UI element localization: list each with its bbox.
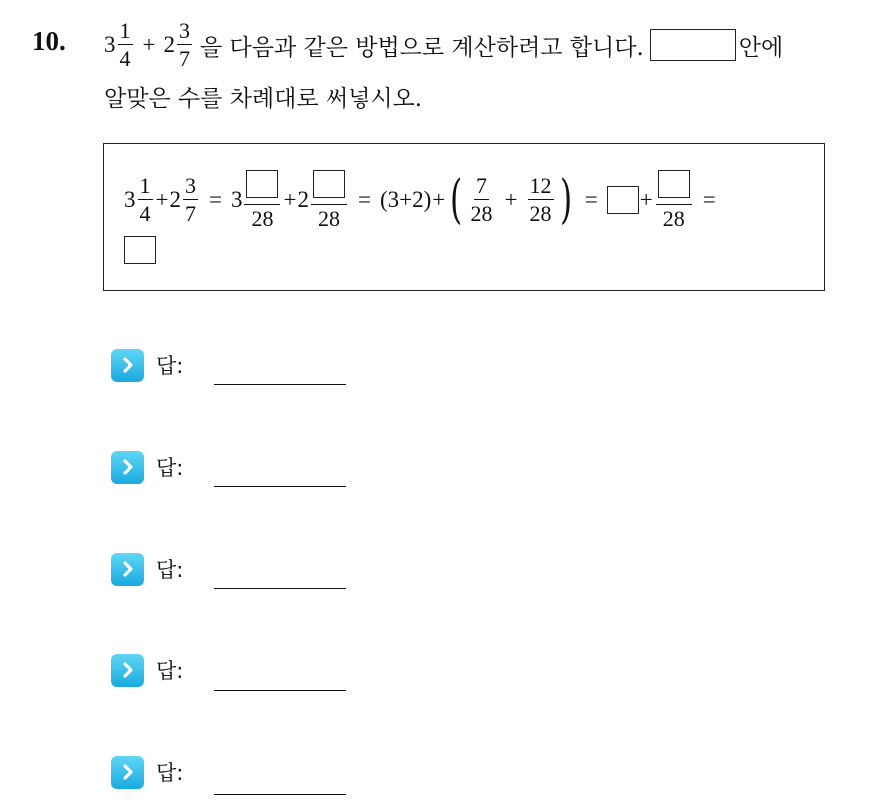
- answer-box[interactable]: [658, 170, 690, 198]
- chevron-right-icon: [111, 349, 144, 382]
- denominator: 4: [119, 46, 131, 71]
- whole: 3: [230, 187, 243, 212]
- denominator: 28: [529, 201, 552, 226]
- answer-row: [111, 652, 183, 688]
- plus-operator: +: [504, 187, 518, 212]
- fraction-blank: [311, 170, 347, 230]
- answer-box[interactable]: [124, 236, 156, 264]
- answer-label: 답:: [156, 456, 184, 480]
- plus-operator: +: [432, 187, 446, 212]
- numerator: 7: [476, 173, 488, 198]
- blank-box: [650, 29, 736, 61]
- question-number: 10.: [32, 26, 66, 56]
- chevron-right-icon: [111, 654, 144, 687]
- numerator: 3: [178, 18, 190, 43]
- whole: 2: [297, 187, 309, 212]
- answer-row: [111, 449, 183, 485]
- answer-label: 답:: [156, 354, 184, 378]
- numerator-blank: [311, 170, 347, 205]
- question-text: 을 다음과 같은 방법으로 계산하려고 합니다.: [199, 34, 644, 61]
- group-sum: (3+2): [379, 187, 432, 212]
- answer-label: 답:: [156, 558, 184, 582]
- equation-line: [124, 170, 725, 230]
- answer-line[interactable]: [214, 794, 346, 795]
- numerator-blank: [244, 170, 280, 205]
- numerator-blank: [656, 170, 692, 205]
- denominator: 28: [662, 206, 685, 231]
- left-paren: (: [450, 170, 463, 230]
- fraction: [177, 20, 192, 70]
- plus-operator: +: [142, 32, 156, 57]
- answer-box[interactable]: [246, 170, 278, 198]
- denominator: 4: [139, 201, 151, 226]
- numerator: 12: [529, 173, 552, 198]
- fraction-blank: [244, 170, 280, 230]
- equals-sign: =: [357, 187, 371, 212]
- mixed-number-1: [104, 20, 135, 70]
- equation-box: [103, 143, 825, 291]
- answer-box[interactable]: [313, 170, 345, 198]
- question-line-2: 알맞은 수를 차례대로 써넣시오.: [104, 86, 423, 112]
- whole: 3: [104, 32, 116, 57]
- chevron-right-icon: [111, 451, 144, 484]
- answer-row: [111, 551, 183, 587]
- answer-row: [111, 754, 183, 790]
- numerator: 1: [119, 18, 131, 43]
- answer-row: [111, 347, 183, 383]
- fraction: [528, 175, 554, 225]
- fraction: [183, 175, 198, 225]
- answer-line[interactable]: [214, 384, 346, 385]
- denominator: 28: [317, 206, 340, 231]
- plus-operator: +: [639, 187, 653, 212]
- plus-operator: +: [283, 187, 297, 212]
- answer-line[interactable]: [214, 690, 346, 691]
- chevron-right-icon: [111, 756, 144, 789]
- fraction: [138, 175, 153, 225]
- fraction: [118, 20, 133, 70]
- question-text-tail: 안에: [738, 34, 784, 61]
- answer-line[interactable]: [214, 588, 346, 589]
- numerator: 3: [184, 173, 196, 198]
- whole: 2: [163, 32, 175, 57]
- equals-sign: =: [208, 187, 222, 212]
- answer-label: 답:: [156, 659, 184, 683]
- right-paren: ): [559, 170, 572, 230]
- question-line-1: [104, 14, 783, 76]
- whole: 2: [169, 187, 181, 212]
- answer-box[interactable]: [607, 186, 639, 214]
- chevron-right-icon: [111, 553, 144, 586]
- denominator: 7: [184, 201, 196, 226]
- equals-sign: =: [702, 187, 716, 212]
- fraction-blank: [656, 170, 692, 230]
- denominator: 28: [470, 201, 493, 226]
- fraction: [469, 175, 495, 225]
- denominator: 7: [178, 46, 190, 71]
- equals-sign: =: [584, 187, 598, 212]
- answer-label: 답:: [156, 761, 184, 785]
- plus-operator: +: [155, 187, 169, 212]
- answer-line[interactable]: [214, 486, 346, 487]
- mixed-number-2: [163, 20, 194, 70]
- whole: 3: [124, 187, 136, 212]
- denominator: 28: [251, 206, 274, 231]
- equation-line-2: [124, 236, 156, 268]
- numerator: 1: [139, 173, 151, 198]
